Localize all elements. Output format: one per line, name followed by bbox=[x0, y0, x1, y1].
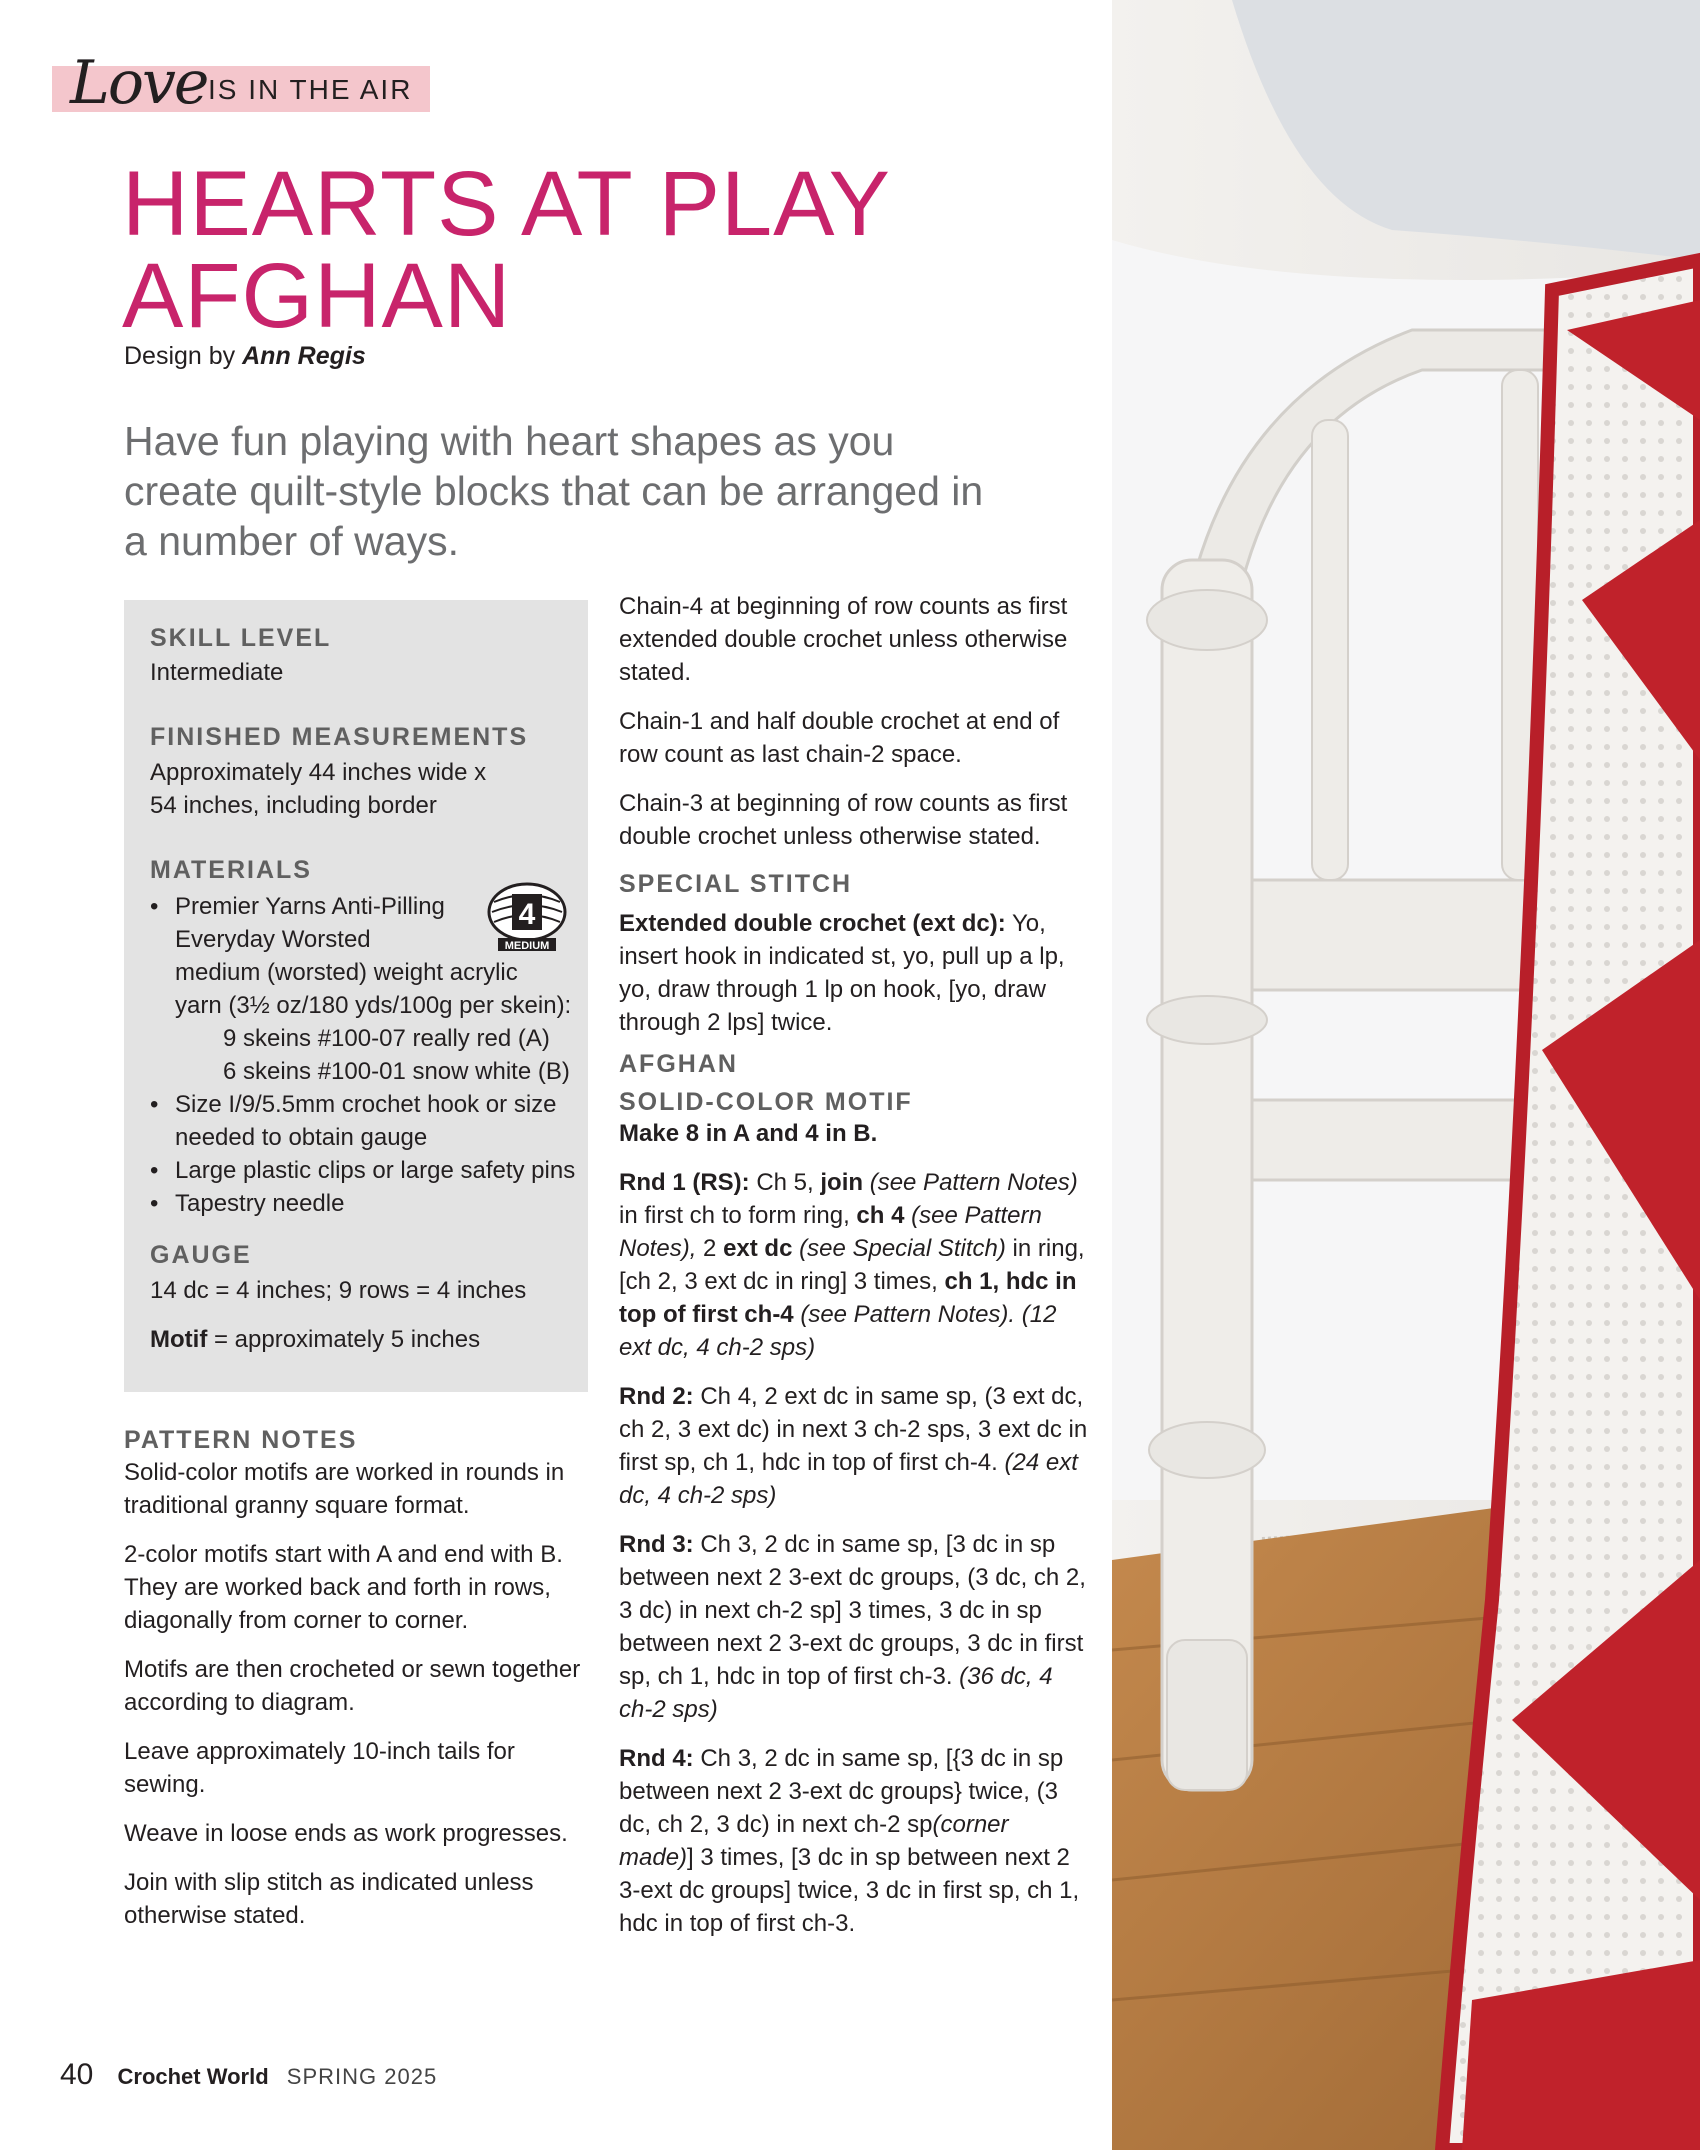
round-1-ref: (see Pattern Notes) bbox=[869, 1169, 1078, 1196]
bedpost bbox=[1162, 560, 1252, 1790]
motif-size-value: = approximately 5 inches bbox=[213, 1326, 481, 1353]
round-4-ref: (corner made) bbox=[619, 1811, 1009, 1871]
skill-level-value: Intermediate bbox=[150, 659, 284, 686]
round-1-ref: (see Special Stitch) bbox=[799, 1235, 1006, 1262]
material-clips: • Large plastic clips or large safety pins bbox=[150, 1154, 580, 1187]
round-1-ref: (see Pattern Notes), bbox=[619, 1202, 1042, 1262]
section-script-word: Love bbox=[70, 48, 208, 118]
afghan-heading: AFGHAN bbox=[619, 1050, 738, 1078]
measurements-value bbox=[150, 756, 486, 822]
round-4-label: Rnd 4: bbox=[619, 1745, 694, 1772]
intro-text: Have fun playing with heart shapes as you create quilt-style blocks that can be arranged in a number of ways. bbox=[124, 418, 984, 564]
material-yarn-line-4: yarn (3½ oz/180 yds/100g per skein): bbox=[175, 992, 572, 1019]
gauge-heading: GAUGE bbox=[150, 1241, 252, 1269]
round-1-extdc: ext dc bbox=[723, 1235, 793, 1262]
round-4-text: Ch 3, 2 dc in same sp, [{3 dc in sp between next 2 3-ext dc groups} twice, (3 dc, ch 2, 3 dc) in next ch-2 sp bbox=[619, 1745, 1064, 1838]
pattern-notes-heading: PATTERN NOTES bbox=[124, 1426, 358, 1454]
pattern-note: Weave in loose ends as work progresses. bbox=[124, 1820, 568, 1847]
pattern-note: Chain-1 and half double crochet at end of row count as last chain-2 space. bbox=[619, 708, 1060, 768]
round-3-label: Rnd 3: bbox=[619, 1531, 694, 1558]
measurements-line-2: 54 inches, including border bbox=[150, 792, 437, 819]
pattern-notes bbox=[124, 1456, 594, 1948]
gauge-value: 14 dc = 4 inches; 9 rows = 4 inches bbox=[150, 1277, 527, 1304]
byline bbox=[124, 342, 366, 371]
round-1-text: 2 bbox=[703, 1235, 717, 1262]
special-stitch-heading: SPECIAL STITCH bbox=[619, 870, 853, 898]
round-2-count: (24 ext dc, 4 ch-2 sps) bbox=[619, 1449, 1078, 1509]
round-3 bbox=[619, 1528, 1089, 1726]
motif-size-label: Motif bbox=[150, 1326, 208, 1353]
motif-make-text: Make 8 in A and 4 in B. bbox=[619, 1120, 878, 1147]
material-hook-line-2: needed to obtain gauge bbox=[175, 1124, 428, 1151]
round-2 bbox=[619, 1380, 1089, 1512]
pattern-note: Motifs are then crocheted or sewn together according to diagram. bbox=[124, 1656, 581, 1716]
yarn-weight-label: MEDIUM bbox=[504, 940, 550, 952]
pattern-note: Chain-4 at beginning of row counts as first extended double crochet unless otherwise stated. bbox=[619, 593, 1068, 686]
round-1-hdc: ch 1, hdc in top of first ch-4 bbox=[619, 1268, 1077, 1328]
title-line-1: HEARTS AT PLAY bbox=[122, 153, 892, 255]
spindle bbox=[1312, 420, 1348, 880]
special-stitch bbox=[619, 907, 1089, 1039]
material-yarn-line-1: Premier Yarns Anti-Pilling bbox=[175, 893, 445, 920]
skill-level-heading: SKILL LEVEL bbox=[150, 624, 332, 652]
round-1-text: in ring, [ch 2, 3 ext dc in ring] 3 times, bbox=[619, 1235, 1085, 1295]
motif-heading: SOLID-COLOR MOTIF bbox=[619, 1088, 913, 1116]
round-1-ch4: ch 4 bbox=[856, 1202, 905, 1229]
page-number: 40 bbox=[60, 2058, 94, 2091]
round-1-count: (see Pattern Notes). (12 ext dc, 4 ch-2 sps) bbox=[619, 1301, 1057, 1361]
round-3-count: (36 dc, 4 ch-2 sps) bbox=[619, 1663, 1053, 1723]
yarn-color-b: 6 skeins #100-01 snow white (B) bbox=[223, 1058, 570, 1085]
material-yarn-line-3: medium (worsted) weight acrylic bbox=[175, 959, 518, 986]
instructions-column bbox=[619, 590, 1089, 1956]
material-hook bbox=[150, 1088, 580, 1154]
issue-label: SPRING 2025 bbox=[286, 2064, 438, 2089]
page-title bbox=[122, 153, 892, 347]
designer-name: Ann Regis bbox=[242, 342, 366, 370]
motif-size bbox=[150, 1323, 480, 1356]
motif-make bbox=[619, 1117, 1089, 1150]
pattern-note: Join with slip stitch as indicated unless otherwise stated. bbox=[124, 1869, 534, 1929]
material-needle: • Tapestry needle bbox=[150, 1187, 580, 1220]
measurements-line-1: Approximately 44 inches wide x bbox=[150, 759, 487, 786]
special-stitch-text: Yo, insert hook in indicated st, yo, pull up a lp, yo, draw through 1 lp on hook, [yo, draw through 2 lps] twice. bbox=[619, 910, 1065, 1036]
magazine-name: Crochet World bbox=[117, 2064, 269, 2089]
round-1-text: in first ch to form ring, bbox=[619, 1202, 850, 1229]
section-tag-text: IS IN THE AIR bbox=[208, 74, 413, 105]
page-footer bbox=[60, 2058, 437, 2092]
round-4 bbox=[619, 1742, 1089, 1940]
pattern-note: Leave approximately 10-inch tails for sewing. bbox=[124, 1738, 515, 1798]
yarn-color-a: 9 skeins #100-07 really red (A) bbox=[223, 1025, 550, 1052]
round-1 bbox=[619, 1166, 1089, 1364]
material-yarn-line-2: Everyday Worsted bbox=[175, 926, 371, 953]
materials-list bbox=[150, 890, 580, 1220]
round-1-join: join bbox=[820, 1169, 864, 1196]
round-1-label: Rnd 1 (RS): bbox=[619, 1169, 750, 1196]
pattern-note: Solid-color motifs are worked in rounds in traditional granny square format. bbox=[124, 1459, 565, 1519]
round-2-text: Ch 4, 2 ext dc in same sp, (3 ext dc, ch 2, 3 ext dc) in next 3 ch-2 sps, 3 ext dc in first sp, ch 1, hdc in top of first ch-4. bbox=[619, 1383, 1088, 1476]
measurements-heading: FINISHED MEASUREMENTS bbox=[150, 723, 529, 751]
yarn-weight-number: 4 bbox=[518, 898, 536, 931]
round-2-label: Rnd 2: bbox=[619, 1383, 694, 1410]
round-3-text: Ch 3, 2 dc in same sp, [3 dc in sp between next 2 3-ext dc groups, (3 dc, ch 2, 3 dc) in next ch-2 sp] 3 times, 3 dc in sp between next 2 3-ext dc groups, 3 dc in first sp, ch 1, hdc in top of first ch-3. bbox=[619, 1531, 1086, 1690]
materials-heading: MATERIALS bbox=[150, 856, 312, 884]
material-yarn bbox=[150, 890, 580, 1088]
special-stitch-name: Extended double crochet (ext dc): bbox=[619, 910, 1006, 937]
round-1-text: Ch 5, bbox=[756, 1169, 814, 1196]
title-line-2: AFGHAN bbox=[122, 245, 512, 347]
afghan-photo bbox=[1112, 0, 1700, 2150]
info-sidebar bbox=[124, 600, 588, 1392]
pattern-note: 2-color motifs start with A and end with B. They are worked back and forth in rows, diagonally from corner to corner. bbox=[124, 1541, 563, 1634]
byline-prefix: Design by bbox=[124, 342, 236, 370]
section-tag bbox=[52, 48, 430, 118]
pattern-note: Chain-3 at beginning of row counts as first double crochet unless otherwise stated. bbox=[619, 790, 1068, 850]
material-hook-line-1: Size I/9/5.5mm crochet hook or size bbox=[175, 1091, 557, 1118]
round-4-text: ] 3 times, [3 dc in sp between next 2 3-ext dc groups] twice, 3 dc in first sp, ch 1, hdc in top of first ch-3. bbox=[619, 1844, 1080, 1937]
